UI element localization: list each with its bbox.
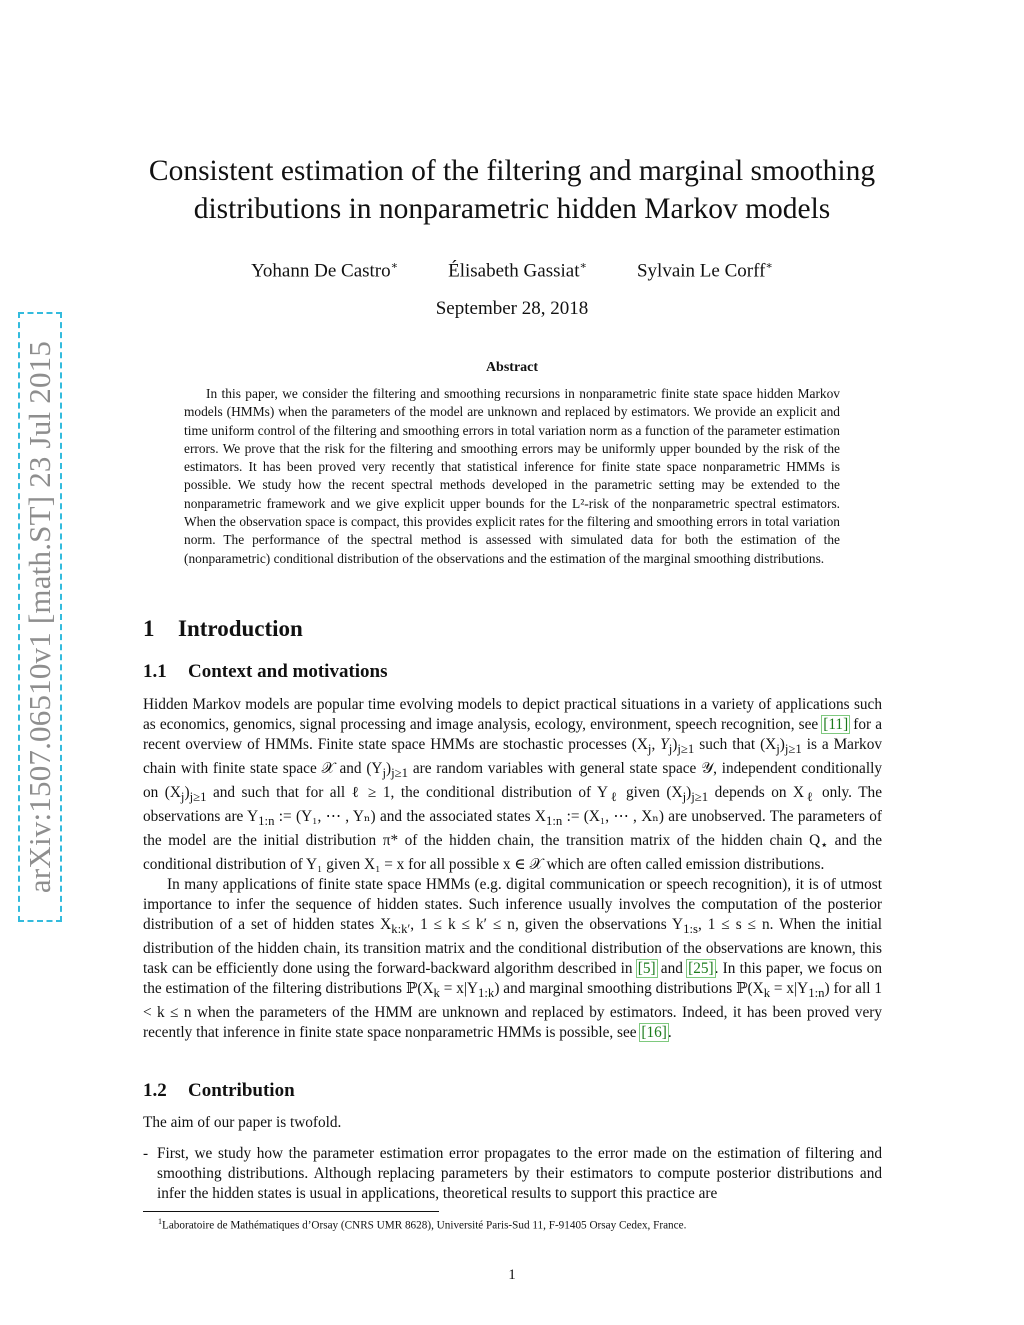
citation-link-5[interactable]: [5] <box>637 960 656 978</box>
intro-paragraph-2: In many applications of finite state space HMMs (e.g. digital communication or speech recognition), it is of utmost importance to infer the sequence of hidden states. Such inference usually involves the computation of the posterior distribution of a set of hidden states $X_{k:k'}$, 1 ≤ k ≤ k′ ≤ n, given the observations $Y_{1:s}$, 1 ≤ s ≤ n. When the initial distribution of the hidden chain, its transition matrix and the conditional distribution of the observations are known, this task can be efficiently done using the forward-backward algorithm described in [5] and [25]. In this paper, we focus on the estimation of the filtering distributions $ℙ(X_k = x|Y_{1:k})$ and marginal smoothing distributions $ℙ(X_k = x|Y_{1:n})$ for all 1 < k ≤ n when the parameters of the HMM are unknown and replaced by estimators. Indeed, it has been proved very recently that inference in finite state space nonparametric HMMs is possible, see [16]. <box>143 876 882 1042</box>
author-3: Sylvain Le Corff∗ <box>636 260 773 282</box>
abstract-text: In this paper, we consider the filtering and smoothing recursions in nonparametric finite state space hidden Markov models (HMMs) when the parameters of the model are unknown and replaced by estimators. We provide an explicit and time uniform control of the filtering and smoothing errors in total variation norm as a function of the parameter estimation errors. We prove that the risk for the filtering and smoothing errors may be uniformly upper bounded by the risk of the estimators. It has been proved very recently that statistical inference for finite state space nonparametric HMMs is possible. We study how the recent spectral methods developed in the parametric setting may be extended to the nonparametric framework and we give explicit upper bounds for the L²-risk of the nonparametric spectral estimators. When the observation space is compact, this provides explicit rates for the filtering and smoothing errors in total variation norm. The performance of the spectral method is assessed with simulated data for both the estimation of the (nonparametric) conditional distribution of the observations and the estimation of the marginal smoothing distributions. <box>184 386 840 566</box>
paper-date: September 28, 2018 <box>435 298 589 319</box>
section-heading-introduction: 1 Introduction <box>143 616 303 641</box>
subsection-heading-context: 1.1 Context and motivations <box>143 661 388 682</box>
contribution-bullet-1 <box>143 1144 882 1204</box>
author-1: Yohann De Castro∗ <box>251 260 399 282</box>
bullet-dash: - <box>143 1145 149 1162</box>
bullet-text: First, we study how the parameter estimation error propagates to the error made on the estimation of filtering and smoothing distributions. Although replacing parameters by their estimators to compute posterior distributions and infer the hidden states is usual in applications, theoretical results to support this practice are <box>157 1145 882 1202</box>
arxiv-identifier: arXiv:1507.06510v1 [math.ST] 23 Jul 2015 <box>22 340 57 894</box>
intro-paragraph-1: Hidden Markov models are popular time evolving models to depict practical situations in a variety of applications such as economics, genomics, signal processing and image analysis, ecology, environment, speech recognition, see [11] for a recent overview of HMMs. Finite state space HMMs are stochastic processes ($X_j$, $Y_j)_{j\ge 1}$ such that $(X_j)_{j\ge 1}$ is a Markov chain with finite state space 𝒳 and $(Y_j)_{j\ge 1}$ are random variables with general state space 𝒴, independent conditionally on $(X_j)_{j\ge 1}$ and such that for all ℓ ≥ 1, the conditional distribution of $Y_\ell$ given $(X_j)_{j\ge 1}$ depends on $X_\ell$ only. The observations are $Y_{1:n}$ := (Y₁, ⋯ , Yₙ) and the associated states $X_{1:n}$ := (X₁, ⋯ , Xₙ) are unobserved. The parameters of the model are the initial distribution π* of the hidden chain, the transition matrix of the hidden chain $Q_⋆$ and the conditional distribution of Y₁ given X₁ = x for all possible x ∈ 𝒳 which are often called emission distributions. <box>143 696 883 874</box>
citation-link-16[interactable]: [16] <box>641 1024 667 1042</box>
citation-link-11[interactable]: [11] <box>823 716 849 733</box>
footnote-divider <box>143 1211 439 1212</box>
abstract-heading: Abstract <box>485 360 539 375</box>
contribution-intro: The aim of our paper is twofold. <box>143 1114 342 1131</box>
page-number: 1 <box>508 1267 516 1283</box>
subsection-heading-contribution: 1.2 Contribution <box>143 1080 295 1101</box>
footnote-affiliation: $^1$Laboratoire de Mathématiques d’Orsay (CNRS UMR 8628), Université Paris-Sud 11, F-91405 Orsay Cedex, France. <box>158 1217 687 1232</box>
paper-title: Consistent estimation of the filtering and marginal smoothing distributions in nonparametric hidden Markov models <box>148 155 876 225</box>
arxiv-stamp <box>18 312 62 922</box>
author-list <box>140 259 884 282</box>
citation-link-25[interactable]: [25] <box>688 960 714 978</box>
author-2: Élisabeth Gassiat∗ <box>448 260 587 282</box>
